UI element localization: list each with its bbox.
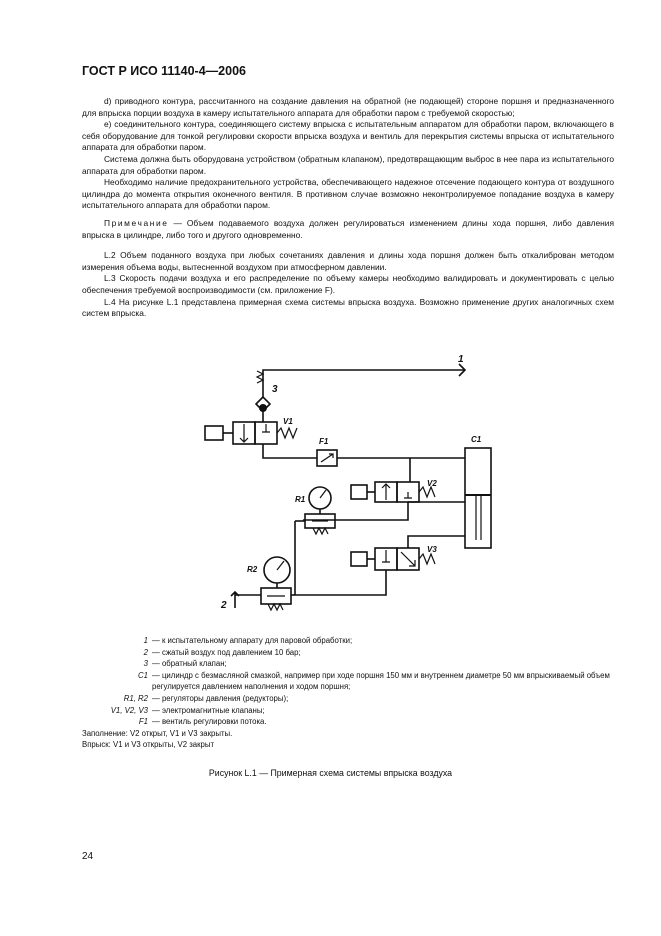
legend-value: — вентиль регулировки потока. (152, 717, 267, 727)
figure-caption: Рисунок L.1 — Примерная схема системы впрыска воздуха (208, 768, 453, 778)
label-v3: V3 (427, 545, 437, 554)
note-text: — Объем подаваемого воздуха должен регулироваться изменением длины хода поршня, либо давления впрыска в цилиндре, либо того и другого одновременно. (82, 217, 614, 240)
legend-value: — электромагнитные клапаны; (152, 705, 265, 715)
outlet-line (263, 370, 465, 397)
legend-row (82, 716, 622, 728)
air-inlet-arrow (231, 592, 239, 608)
legend-row (82, 647, 622, 659)
check-valve-ball (260, 405, 266, 411)
label-3: 3 (272, 384, 278, 395)
document-header: ГОСТ Р ИСО 11140-4—2006 (82, 64, 246, 78)
note-label: Примечание (104, 217, 169, 228)
legend-inject-note: Впрыск: V1 и V3 открыты, V2 закрыт (82, 740, 215, 750)
legend-row (82, 635, 622, 647)
body-text (82, 96, 614, 320)
v1-solenoid (205, 426, 223, 440)
label-r2: R2 (247, 565, 258, 574)
paragraph-safety: Необходимо наличие предохранительного устройства, обеспечивающего надежное отсечение подающего контура от воздушного цилиндра до момента открытия оконечного вентиля. В противном случае возможно неконтролируемое попадание воздуха в камеру испытательного аппарата для обработки паром. (82, 177, 614, 211)
paragraph-l4: L.4 На рисунке L.1 представлена примерная схема системы впрыска воздуха. Возможно применение других аналогичных схем систем впрыска. (82, 296, 614, 319)
legend-key: 2 (143, 647, 148, 657)
legend-row (82, 693, 622, 705)
paragraph-check-valve: Система должна быть оборудована устройством (обратным клапаном), предотвращающим выброс в нее пара из испытательного аппарата для обработки паром. (82, 153, 614, 176)
label-r1: R1 (295, 495, 306, 504)
pneumatic-schematic (195, 340, 525, 625)
v3-solenoid (351, 552, 367, 566)
note-paragraph (82, 218, 614, 241)
figure-legend (82, 635, 622, 751)
c1-cylinder (465, 448, 491, 548)
legend-value: — цилиндр с безмасляной смазкой, например при ходе поршня 150 мм и внутреннем диаметре 50 мм впрыскиваемый объем регулируется давлением наполнения и ходом поршня; (152, 670, 610, 692)
paragraph-l3: L.3 Скорость подачи воздуха и его распределение по объему камеры необходимо валидировать и документировать с целью обеспечения требуемой воспроизводимости (см. приложение F). (82, 273, 614, 295)
legend-key: F1 (138, 717, 148, 727)
legend-key: C1 (138, 670, 148, 680)
paragraph-d: d) приводного контура, рассчитанного на создание давления на обратной (не подающей) стороне поршня и предназначенного для впрыска порции воздуха в камеру испытательного аппарата для обработки паром с требуемой скоростью; (82, 96, 614, 118)
paragraph-e: e) соединительного контура, соединяющего систему впрыска с испытательным аппаратом для обработки паром, включающего в себя оборудование для тонкой регулировки скорости впрыска воздуха и вентиль для перекрытия системы впрыска от испытательного аппарата для обработки паром. (82, 119, 614, 153)
paragraph-l2: L.2 Объем поданного воздуха при любых сочетаниях давления и длины хода поршня должен быть откалиброван методом измерения объема воды, вытесненной воздухом при атмосферном давлении. (82, 250, 614, 272)
v1-spring (277, 428, 297, 438)
legend-row (82, 670, 622, 693)
legend-value: — обратный клапан; (152, 659, 227, 669)
page-number: 24 (82, 851, 94, 862)
label-1: 1 (458, 354, 464, 365)
legend-value: — к испытательному аппарату для паровой обработки; (152, 636, 353, 645)
label-2: 2 (221, 600, 227, 611)
legend-row (82, 705, 622, 717)
legend-value: — регуляторы давления (редукторы); (152, 693, 289, 703)
legend-value: — сжатый воздух под давлением 10 бар; (152, 647, 301, 657)
label-v2: V2 (427, 479, 437, 488)
legend-key: 1 (143, 636, 148, 645)
legend-key: R1, R2 (123, 693, 148, 703)
check-valve-spring (257, 371, 263, 383)
legend-key: V1, V2, V3 (110, 705, 148, 715)
v2-solenoid (351, 485, 367, 499)
label-c1: C1 (471, 435, 482, 444)
legend-key: 3 (143, 659, 148, 669)
label-f1: F1 (319, 437, 329, 446)
legend-fill-note: Заполнение: V2 открыт, V1 и V3 закрыты. (82, 728, 233, 738)
legend-row (82, 658, 622, 670)
label-v1: V1 (283, 417, 293, 426)
